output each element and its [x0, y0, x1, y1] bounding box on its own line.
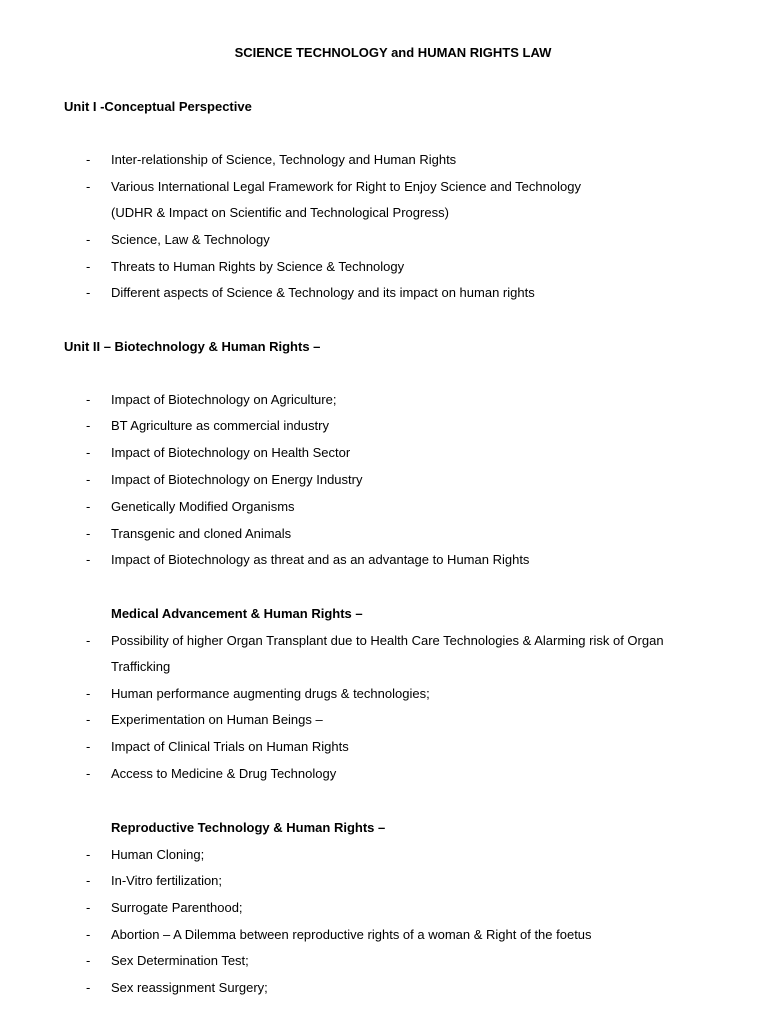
list-item: [0, 711, 768, 729]
list-item-text: Inter-relationship of Science, Technology and Human Rights: [111, 152, 457, 167]
list-bullet: -: [86, 472, 91, 487]
list-item: [0, 551, 768, 569]
list-item: [0, 178, 768, 196]
list-bullet: -: [86, 418, 91, 433]
document-title: SCIENCE TECHNOLOGY and HUMAN RIGHTS LAW: [234, 45, 552, 60]
list-item: [0, 738, 768, 756]
list-item: [0, 444, 768, 462]
list-item: [0, 979, 768, 997]
list-bullet: -: [86, 152, 91, 167]
list-item: [0, 284, 768, 302]
list-item-text: Various International Legal Framework for Right to Enjoy Science and Technology: [111, 179, 581, 194]
list-item-continuation: Trafficking: [111, 659, 171, 674]
list-bullet: -: [86, 739, 91, 754]
list-item: [0, 899, 768, 917]
list-item-text: Access to Medicine & Drug Technology: [111, 766, 337, 781]
list-item-text: Human performance augmenting drugs & technologies;: [111, 686, 430, 701]
list-bullet: -: [86, 900, 91, 915]
list-item: [0, 952, 768, 970]
list-item-text: Impact of Biotechnology on Agriculture;: [111, 392, 337, 407]
list-bullet: -: [86, 953, 91, 968]
list-item-text: Science, Law & Technology: [111, 232, 270, 247]
list-item-text: Abortion – A Dilemma between reproductive rights of a woman & Right of the foetus: [111, 927, 592, 942]
list-item: [0, 632, 768, 650]
list-item: [0, 231, 768, 249]
list-bullet: -: [86, 179, 91, 194]
list-item: [0, 846, 768, 864]
list-item: [0, 765, 768, 783]
list-bullet: -: [86, 445, 91, 460]
list-item-text: Sex Determination Test;: [111, 953, 249, 968]
reproductive-heading: Reproductive Technology & Human Rights –: [111, 820, 386, 835]
list-item-text: Genetically Modified Organisms: [111, 499, 295, 514]
list-item-text: In-Vitro fertilization;: [111, 873, 223, 888]
list-item-continuation: (UDHR & Impact on Scientific and Technological Progress): [111, 205, 449, 220]
list-bullet: -: [86, 980, 91, 995]
list-bullet: -: [86, 873, 91, 888]
list-bullet: -: [86, 686, 91, 701]
list-bullet: -: [86, 285, 91, 300]
list-item-text: Impact of Clinical Trials on Human Rights: [111, 739, 349, 754]
list-item-text: Experimentation on Human Beings –: [111, 712, 323, 727]
list-bullet: -: [86, 712, 91, 727]
list-bullet: -: [86, 552, 91, 567]
list-item: [0, 258, 768, 276]
list-item-text: Transgenic and cloned Animals: [111, 526, 292, 541]
list-bullet: -: [86, 259, 91, 274]
list-item-text: Possibility of higher Organ Transplant due to Health Care Technologies & Alarming risk of Organ: [111, 633, 664, 648]
list-item-text: Impact of Biotechnology on Health Sector: [111, 445, 351, 460]
list-item-text: Impact of Biotechnology as threat and as an advantage to Human Rights: [111, 552, 530, 567]
list-bullet: -: [86, 927, 91, 942]
list-item-text: Threats to Human Rights by Science & Technology: [111, 259, 405, 274]
list-item: [0, 498, 768, 516]
list-item: [0, 926, 768, 944]
list-item: [0, 872, 768, 890]
unit-1-heading: Unit I -Conceptual Perspective: [64, 99, 252, 114]
list-item: [0, 685, 768, 703]
list-item: [0, 417, 768, 435]
unit-2-heading: Unit II – Biotechnology & Human Rights –: [64, 339, 321, 354]
list-bullet: -: [86, 232, 91, 247]
list-item-text: Human Cloning;: [111, 847, 205, 862]
list-bullet: -: [86, 633, 91, 648]
list-item-text: Surrogate Parenthood;: [111, 900, 243, 915]
list-bullet: -: [86, 526, 91, 541]
list-bullet: -: [86, 499, 91, 514]
list-bullet: -: [86, 392, 91, 407]
list-item-text: Impact of Biotechnology on Energy Industry: [111, 472, 363, 487]
list-item: [0, 525, 768, 543]
list-item-text: Different aspects of Science & Technology and its impact on human rights: [111, 285, 535, 300]
list-item-text: Sex reassignment Surgery;: [111, 980, 268, 995]
list-item: [0, 151, 768, 169]
list-bullet: -: [86, 847, 91, 862]
list-item: [0, 391, 768, 409]
list-bullet: -: [86, 766, 91, 781]
list-item-text: BT Agriculture as commercial industry: [111, 418, 329, 433]
list-item: [0, 471, 768, 489]
medical-heading: Medical Advancement & Human Rights –: [111, 606, 363, 621]
